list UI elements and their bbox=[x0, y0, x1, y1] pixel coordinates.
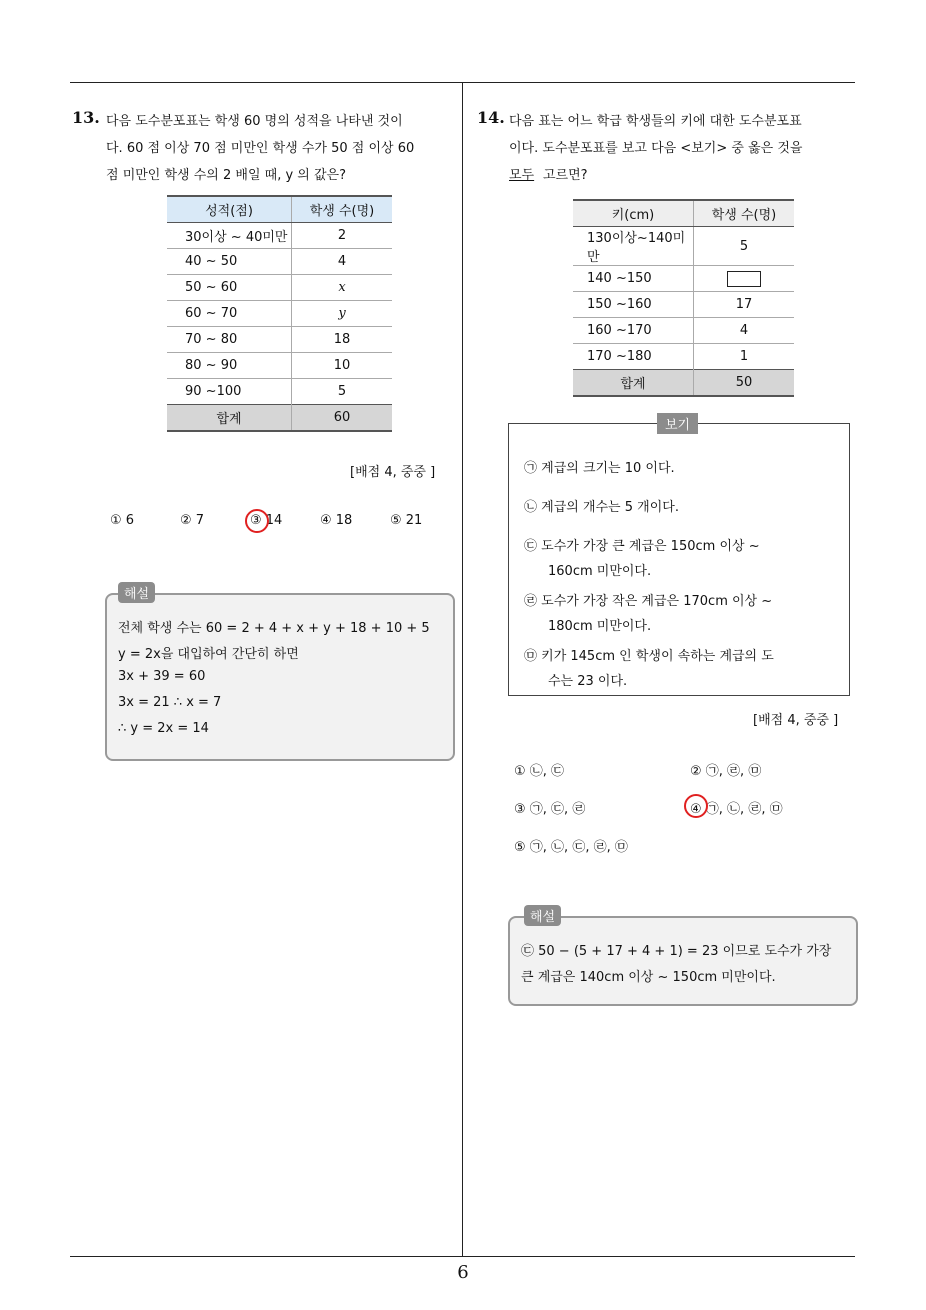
q13-choice-1[interactable]: ① 6 bbox=[110, 513, 135, 528]
q13-choice-2[interactable]: ② 7 bbox=[180, 513, 205, 528]
q14-line-3-rest: 고르면? bbox=[543, 168, 588, 183]
table-row bbox=[167, 301, 392, 327]
q13-line-1: 다음 도수분포표는 학생 60 명의 성적을 나타낸 것이 bbox=[106, 114, 403, 129]
column-divider bbox=[462, 82, 463, 1256]
q14-score: [배점 4, 중중 ] bbox=[753, 713, 839, 728]
q13-line-3: 점 미만인 학생 수의 2 배일 때, y 의 값은? bbox=[106, 168, 346, 183]
table-cell: 5 bbox=[694, 227, 795, 266]
q14-bogi-item-3: ㉢ 도수가 가장 큰 계급은 150cm 이상 ~ bbox=[524, 539, 760, 554]
q14-bogi-label: 보기 bbox=[657, 413, 698, 434]
q14-bogi-item-4-cont: 180cm 미만이다. bbox=[548, 619, 652, 634]
table-cell: 50 bbox=[694, 370, 795, 397]
q13-frequency-table bbox=[167, 195, 392, 432]
table-cell: 40 ~ 50 bbox=[167, 249, 292, 275]
bottom-rule bbox=[70, 1256, 855, 1257]
q13-score: [배점 4, 중중 ] bbox=[350, 465, 436, 480]
answer-mark-icon bbox=[684, 794, 708, 818]
table-cell: 17 bbox=[694, 292, 795, 318]
q13-header-count: 학생 수(명) bbox=[292, 196, 393, 223]
table-row bbox=[573, 292, 794, 318]
table-cell: 140 ~150 bbox=[573, 266, 694, 292]
q14-header-height: 키(cm) bbox=[573, 200, 694, 227]
q14-explanation-line-2: 큰 계급은 140cm 이상 ~ 150cm 미만이다. bbox=[521, 970, 776, 985]
q13-explanation-line-2: y = 2x을 대입하여 간단히 하면 bbox=[118, 647, 299, 662]
q14-line-1: 다음 표는 어느 학급 학생들의 키에 대한 도수분포표 bbox=[509, 114, 802, 129]
q14-explanation-label: 해설 bbox=[524, 905, 561, 926]
table-cell: 70 ~ 80 bbox=[167, 327, 292, 353]
table-cell: 합계 bbox=[167, 405, 292, 432]
table-row bbox=[573, 344, 794, 370]
table-cell: 130이상~140미만 bbox=[573, 227, 694, 266]
q14-explanation-line-1: ㉢ 50 − (5 + 17 + 4 + 1) = 23 이므로 도수가 가장 bbox=[521, 944, 832, 959]
table-cell: 10 bbox=[292, 353, 393, 379]
q14-choice-1[interactable]: ① ㉡, ㉢ bbox=[514, 764, 565, 779]
q14-line-2: 이다. 도수분포표를 보고 다음 <보기> 중 옳은 것을 bbox=[509, 141, 803, 156]
q14-number: 14. bbox=[477, 108, 505, 127]
table-cell: 60 bbox=[292, 405, 393, 432]
table-cell: 30이상 ~ 40미만 bbox=[167, 223, 292, 249]
table-row bbox=[167, 275, 392, 301]
q14-bogi-item-5-cont: 수는 23 이다. bbox=[548, 674, 628, 689]
table-row bbox=[573, 266, 794, 292]
q14-bogi-item-1: ㉠ 계급의 크기는 10 이다. bbox=[524, 461, 675, 476]
table-total-row bbox=[573, 370, 794, 397]
table-cell: 2 bbox=[292, 223, 393, 249]
q13-explanation-line-1: 전체 학생 수는 60 = 2 + 4 + x + y + 18 + 10 + 5 bbox=[118, 621, 430, 636]
table-cell: 150 ~160 bbox=[573, 292, 694, 318]
table-row bbox=[167, 353, 392, 379]
table-cell: 160 ~170 bbox=[573, 318, 694, 344]
table-cell: 18 bbox=[292, 327, 393, 353]
blank-answer-box bbox=[727, 271, 761, 287]
table-cell: 4 bbox=[694, 318, 795, 344]
q14-bogi-item-5: ㉤ 키가 145cm 인 학생이 속하는 계급의 도 bbox=[524, 649, 774, 664]
table-cell: 합계 bbox=[573, 370, 694, 397]
table-cell: 5 bbox=[292, 379, 393, 405]
q14-header-count: 학생 수(명) bbox=[694, 200, 795, 227]
table-cell: 50 ~ 60 bbox=[167, 275, 292, 301]
q13-choice-4[interactable]: ④ 18 bbox=[320, 513, 353, 528]
q13-explanation-label: 해설 bbox=[118, 582, 155, 603]
q13-explanation-line-5: ∴ y = 2x = 14 bbox=[118, 721, 209, 736]
table-cell: 4 bbox=[292, 249, 393, 275]
answer-mark-icon bbox=[245, 509, 269, 533]
table-row bbox=[573, 227, 794, 266]
q14-choice-2[interactable]: ② ㉠, ㉣, ㉤ bbox=[690, 764, 762, 779]
table-cell: 60 ~ 70 bbox=[167, 301, 292, 327]
q14-bogi-item-4: ㉣ 도수가 가장 작은 계급은 170cm 이상 ~ bbox=[524, 594, 773, 609]
q14-choice-5[interactable]: ⑤ ㉠, ㉡, ㉢, ㉣, ㉤ bbox=[514, 840, 628, 855]
q14-line-3-underlined: 모두 bbox=[509, 168, 535, 183]
q13-explanation-line-4: 3x = 21 ∴ x = 7 bbox=[118, 695, 222, 710]
table-cell: y bbox=[292, 301, 393, 327]
q14-choice-4[interactable]: ④ ㉠, ㉡, ㉣, ㉤ bbox=[690, 802, 783, 817]
q13-choice-5[interactable]: ⑤ 21 bbox=[390, 513, 423, 528]
table-cell: x bbox=[292, 275, 393, 301]
q13-line-2: 다. 60 점 이상 70 점 미만인 학생 수가 50 점 이상 60 bbox=[106, 141, 415, 156]
table-cell: 80 ~ 90 bbox=[167, 353, 292, 379]
table-cell: 1 bbox=[694, 344, 795, 370]
q14-bogi-item-3-cont: 160cm 미만이다. bbox=[548, 564, 652, 579]
table-row bbox=[573, 318, 794, 344]
table-row bbox=[167, 327, 392, 353]
q14-frequency-table bbox=[573, 199, 794, 397]
q13-header-score: 성적(점) bbox=[167, 196, 292, 223]
q13-number: 13. bbox=[72, 108, 100, 127]
table-total-row bbox=[167, 405, 392, 432]
page-number: 6 bbox=[457, 1262, 469, 1283]
table-cell bbox=[694, 266, 795, 292]
q13-choice-3[interactable]: ③ 14 bbox=[250, 513, 283, 528]
table-row bbox=[167, 223, 392, 249]
table-row bbox=[167, 249, 392, 275]
q14-bogi-item-2: ㉡ 계급의 개수는 5 개이다. bbox=[524, 500, 679, 515]
table-cell: 170 ~180 bbox=[573, 344, 694, 370]
q13-explanation-line-3: 3x + 39 = 60 bbox=[118, 669, 206, 684]
q14-explanation-box bbox=[508, 916, 858, 1006]
table-row bbox=[167, 379, 392, 405]
table-cell: 90 ~100 bbox=[167, 379, 292, 405]
q14-choice-3[interactable]: ③ ㉠, ㉢, ㉣ bbox=[514, 802, 586, 817]
